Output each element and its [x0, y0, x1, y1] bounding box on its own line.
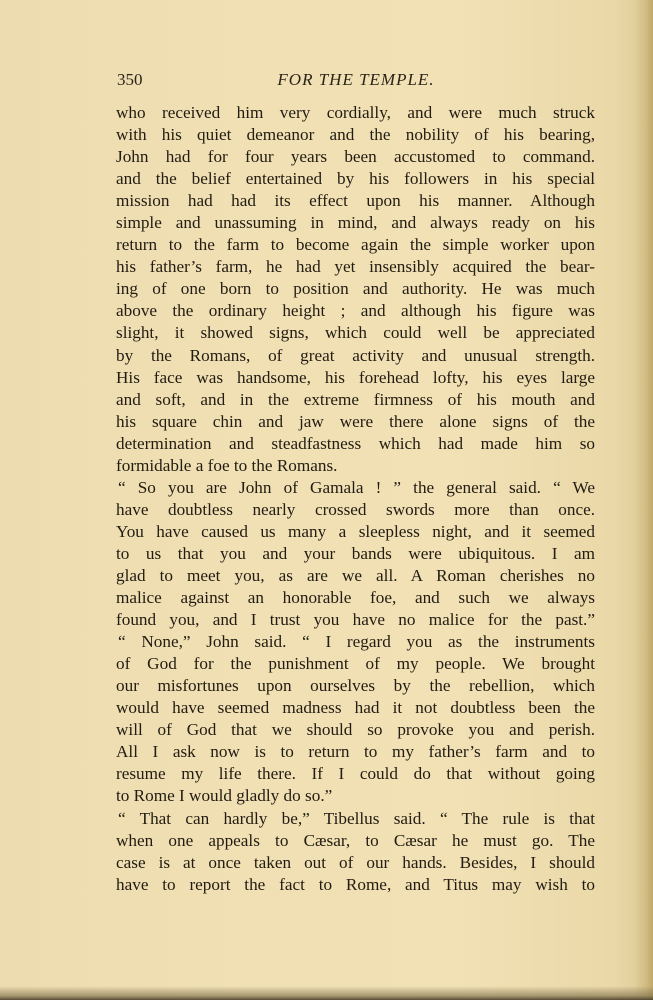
text-line: above the ordinary height ; and although his figure was: [116, 301, 595, 321]
text-line: when one appeals to Cæsar, to Cæsar he must go. The: [116, 830, 595, 850]
text-line: his father’s farm, he had yet insensibly acquired the bear-: [116, 257, 595, 277]
text-line: would have seemed madness had it not doubtless been the: [116, 698, 595, 718]
text-line: our misfortunes upon ourselves by the rebellion, which: [116, 676, 595, 696]
text-line: His face was handsome, his forehead lofty, his eyes large: [116, 367, 595, 387]
text-line: to Rome I would gladly do so.”: [116, 786, 333, 806]
text-line: resume my life there. If I could do that without going: [116, 764, 595, 784]
text-line: case is at once taken out of our hands. Besides, I should: [116, 852, 595, 872]
text-line: glad to meet you, as are we all. A Roman cherishes no: [116, 565, 595, 585]
text-line: “ None,” John said. “ I regard you as the instruments: [118, 632, 595, 652]
text-line: by the Romans, of great activity and unusual strength.: [116, 345, 595, 365]
page-header: [117, 70, 595, 94]
text-line: will of God that we should so provoke you and perish.: [116, 720, 595, 740]
text-line: and soft, and in the extreme firmness of his mouth and: [116, 389, 595, 409]
text-line: simple and unassuming in mind, and always ready on his: [116, 213, 595, 233]
text-line: and the belief entertained by his followers in his special: [116, 169, 595, 189]
page-number: 350: [117, 70, 143, 89]
text-line: mission had had its effect upon his manner. Although: [116, 191, 595, 211]
page-bottom-shadow: [0, 986, 653, 1000]
text-line: malice against an honorable foe, and such we always: [116, 588, 595, 608]
text-line: to us that you and your bands were ubiquitous. I am: [116, 543, 595, 563]
text-line: “ So you are John of Gamala ! ” the general said. “ We: [118, 477, 595, 497]
text-line: formidable a foe to the Romans.: [116, 455, 338, 475]
text-line: All I ask now is to return to my father’s farm and to: [116, 742, 595, 762]
text-line: with his quiet demeanor and the nobility of his bearing,: [116, 125, 595, 145]
text-line: You have caused us many a sleepless night, and it seemed: [116, 521, 595, 541]
text-line: “ That can hardly be,” Tibellus said. “ The rule is that: [118, 808, 595, 828]
text-line: have doubtless nearly crossed swords more than once.: [116, 499, 595, 519]
text-line: found you, and I trust you have no malice for the past.”: [116, 610, 595, 630]
text-line: John had for four years been accustomed to command.: [116, 147, 595, 167]
text-line: who received him very cordially, and were much struck: [116, 103, 595, 122]
text-line: of God for the punishment of my people. We brought: [116, 654, 595, 674]
text-line: his square chin and jaw were there alone signs of the: [116, 411, 595, 431]
running-title: FOR THE TEMPLE.: [277, 70, 435, 89]
text-line: determination and steadfastness which had made him so: [116, 433, 595, 453]
body-text: [116, 102, 595, 896]
text-line: slight, it showed signs, which could well be appreciated: [116, 323, 595, 343]
text-line: have to report the fact to Rome, and Titus may wish to: [116, 874, 595, 894]
text-line: ing of one born to position and authority. He was much: [116, 279, 595, 299]
page-edge-shadow: [635, 0, 653, 1000]
text-line: return to the farm to become again the simple worker upon: [116, 235, 595, 255]
